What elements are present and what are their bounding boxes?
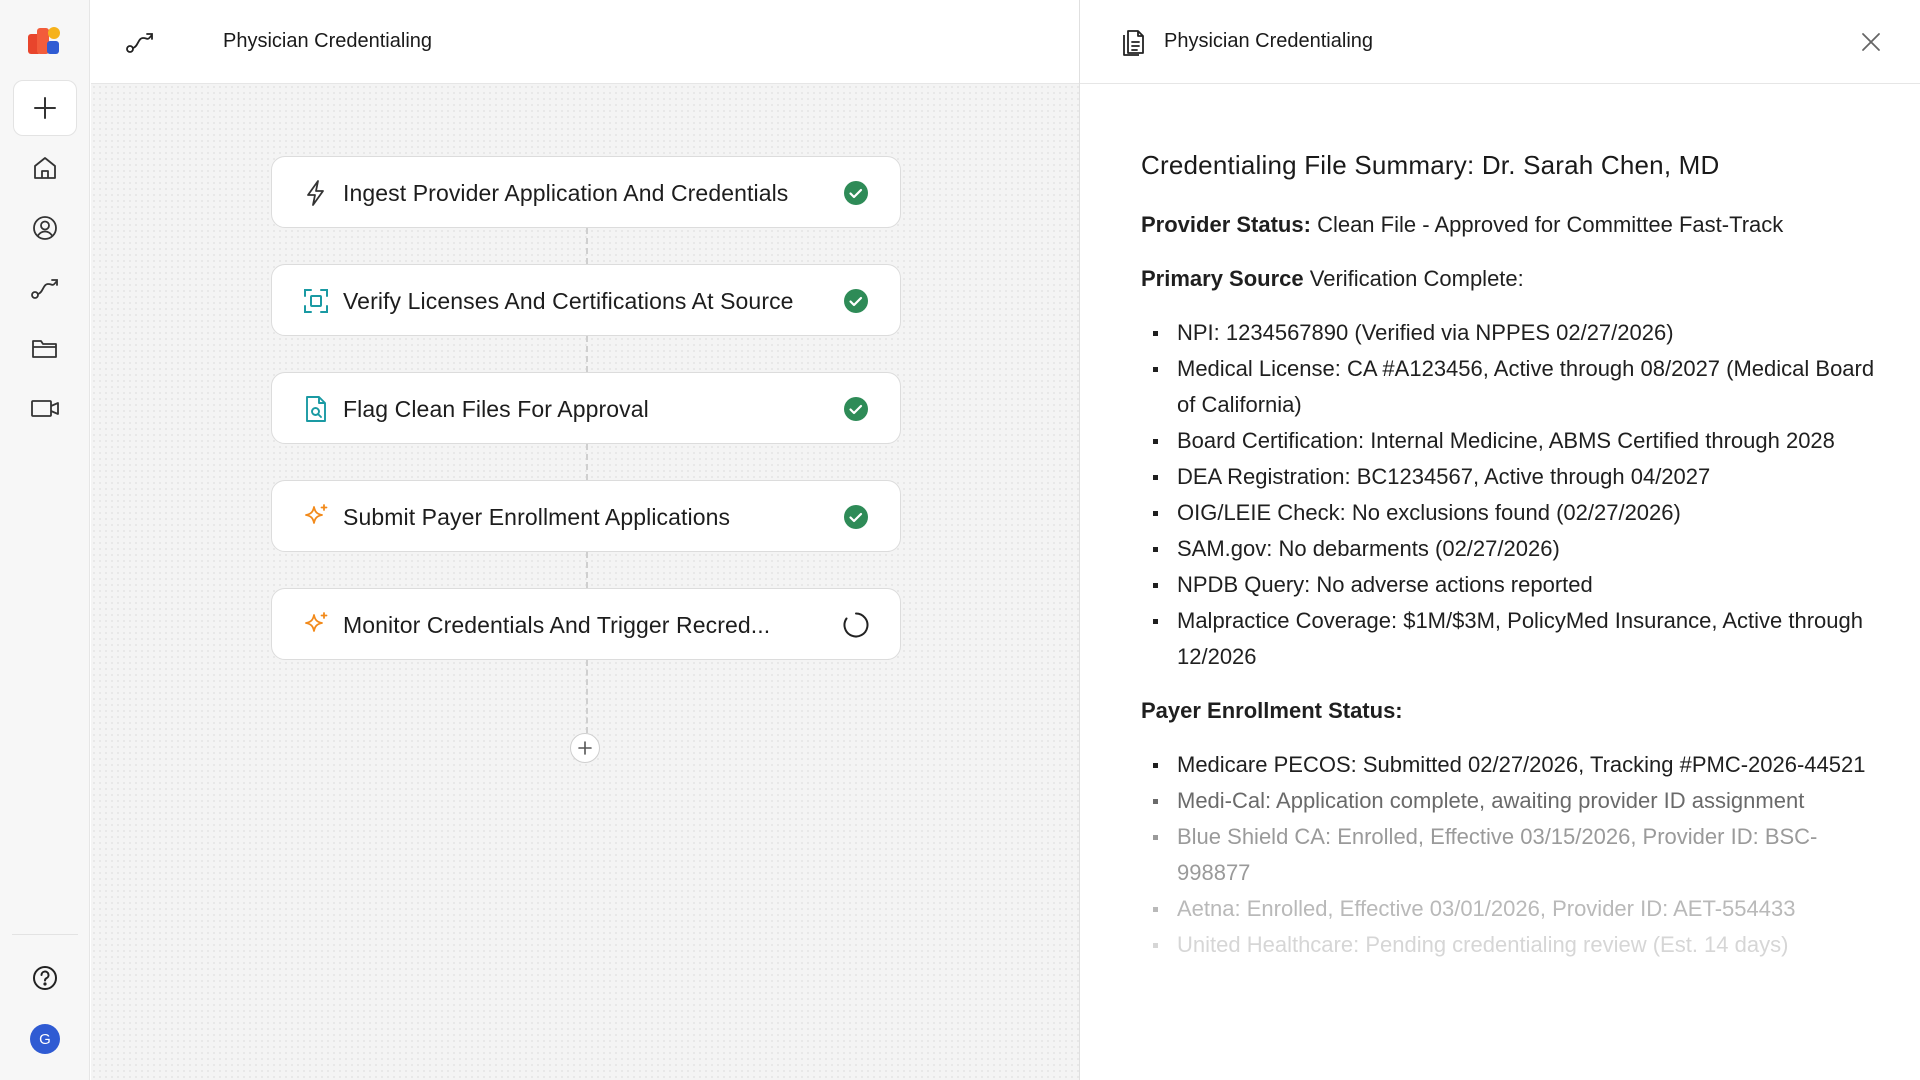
payer-list bbox=[1141, 747, 1881, 963]
app-logo-icon[interactable] bbox=[28, 24, 62, 58]
workflow-icon bbox=[125, 28, 155, 56]
payer-heading bbox=[1141, 693, 1881, 729]
psv-list bbox=[1141, 315, 1881, 675]
panel-title: Physician Credentialing bbox=[1164, 30, 1374, 52]
list-item: Medi-Cal: Application complete, awaiting provider ID assignment bbox=[1141, 783, 1881, 819]
sparkle-icon bbox=[302, 611, 330, 639]
step-connector bbox=[586, 336, 588, 372]
panel-header bbox=[1080, 0, 1920, 84]
provider-status-value: Clean File - Approved for Committee Fast-Track bbox=[1317, 212, 1784, 237]
provider-status bbox=[1141, 207, 1881, 243]
help-icon bbox=[31, 964, 59, 992]
step-label: Flag Clean Files For Approval bbox=[343, 396, 649, 422]
document-search-icon bbox=[302, 395, 330, 423]
folder-icon bbox=[30, 334, 60, 362]
list-item: SAM.gov: No debarments (02/27/2026) bbox=[1141, 531, 1881, 567]
step-label: Ingest Provider Application And Credentials bbox=[343, 180, 789, 206]
step-label: Verify Licenses And Certifications At Source bbox=[343, 288, 794, 314]
check-circle-icon bbox=[842, 179, 870, 207]
sidebar-item-profile[interactable] bbox=[25, 208, 65, 248]
new-button[interactable] bbox=[13, 80, 77, 136]
workflow-step-ingest[interactable] bbox=[271, 156, 901, 228]
list-item: DEA Registration: BC1234567, Active through 04/2027 bbox=[1141, 459, 1881, 495]
list-item: Malpractice Coverage: $1M/$3M, PolicyMed Insurance, Active through 12/2026 bbox=[1141, 603, 1881, 675]
add-step-button[interactable] bbox=[570, 733, 600, 763]
plus-icon bbox=[577, 740, 593, 756]
step-connector bbox=[586, 552, 588, 588]
home-icon bbox=[31, 154, 59, 182]
user-circle-icon bbox=[31, 214, 59, 242]
list-item: Medicare PECOS: Submitted 02/27/2026, Tracking #PMC-2026-44521 bbox=[1141, 747, 1881, 783]
summary-heading: Credentialing File Summary: Dr. Sarah Chen, MD bbox=[1141, 150, 1720, 180]
canvas-header bbox=[91, 0, 1079, 84]
provider-status-label: Provider Status: bbox=[1141, 212, 1311, 237]
step-connector bbox=[586, 444, 588, 480]
step-connector bbox=[586, 228, 588, 264]
sidebar-item-files[interactable] bbox=[25, 328, 65, 368]
workflow-title: Physician Credentialing bbox=[223, 30, 433, 52]
plus-icon bbox=[32, 95, 58, 121]
lightning-icon bbox=[302, 179, 330, 207]
check-circle-icon bbox=[842, 503, 870, 531]
sidebar-item-workflows[interactable] bbox=[25, 268, 65, 308]
psv-heading-bold: Primary Source bbox=[1141, 266, 1304, 291]
workflow-step-submit[interactable] bbox=[271, 480, 901, 552]
detail-panel bbox=[1079, 0, 1920, 1080]
list-item: Medical License: CA #A123456, Active through 08/2027 (Medical Board of California) bbox=[1141, 351, 1881, 423]
document-icon bbox=[1120, 28, 1146, 56]
list-item: OIG/LEIE Check: No exclusions found (02/27/2026) bbox=[1141, 495, 1881, 531]
psv-heading-rest: Verification Complete: bbox=[1309, 266, 1524, 291]
sparkle-icon bbox=[302, 503, 330, 531]
panel-content bbox=[1141, 150, 1881, 981]
workflow-icon bbox=[30, 274, 60, 302]
step-connector bbox=[586, 660, 588, 733]
workflow-step-monitor[interactable] bbox=[271, 588, 901, 660]
list-item: United Healthcare: Pending credentialing review (Est. 14 days) bbox=[1141, 927, 1881, 963]
step-label: Submit Payer Enrollment Applications bbox=[343, 504, 731, 530]
payer-heading-label: Payer Enrollment Status: bbox=[1141, 698, 1403, 723]
list-item: NPDB Query: No adverse actions reported bbox=[1141, 567, 1881, 603]
workflow-step-verify[interactable] bbox=[271, 264, 901, 336]
psv-heading bbox=[1141, 261, 1881, 297]
list-item: Aetna: Enrolled, Effective 03/01/2026, Provider ID: AET-554433 bbox=[1141, 891, 1881, 927]
workflow-canvas bbox=[91, 0, 1079, 1080]
sidebar-item-home[interactable] bbox=[25, 148, 65, 188]
list-item: Blue Shield CA: Enrolled, Effective 03/15/2026, Provider ID: BSC-998877 bbox=[1141, 819, 1881, 891]
sidebar-divider bbox=[12, 934, 78, 935]
user-avatar[interactable]: G bbox=[30, 1024, 60, 1054]
scan-icon bbox=[302, 287, 330, 315]
list-item: Board Certification: Internal Medicine, ABMS Certified through 2028 bbox=[1141, 423, 1881, 459]
sidebar-item-help[interactable] bbox=[25, 958, 65, 998]
check-circle-icon bbox=[842, 287, 870, 315]
close-icon[interactable] bbox=[1857, 28, 1885, 56]
video-icon bbox=[29, 394, 61, 422]
loading-spinner-icon bbox=[842, 611, 870, 639]
check-circle-icon bbox=[842, 395, 870, 423]
step-label: Monitor Credentials And Trigger Recred... bbox=[343, 612, 771, 638]
left-sidebar bbox=[0, 0, 90, 1080]
sidebar-item-recordings[interactable] bbox=[25, 388, 65, 428]
workflow-step-flag[interactable] bbox=[271, 372, 901, 444]
list-item: NPI: 1234567890 (Verified via NPPES 02/27/2026) bbox=[1141, 315, 1881, 351]
